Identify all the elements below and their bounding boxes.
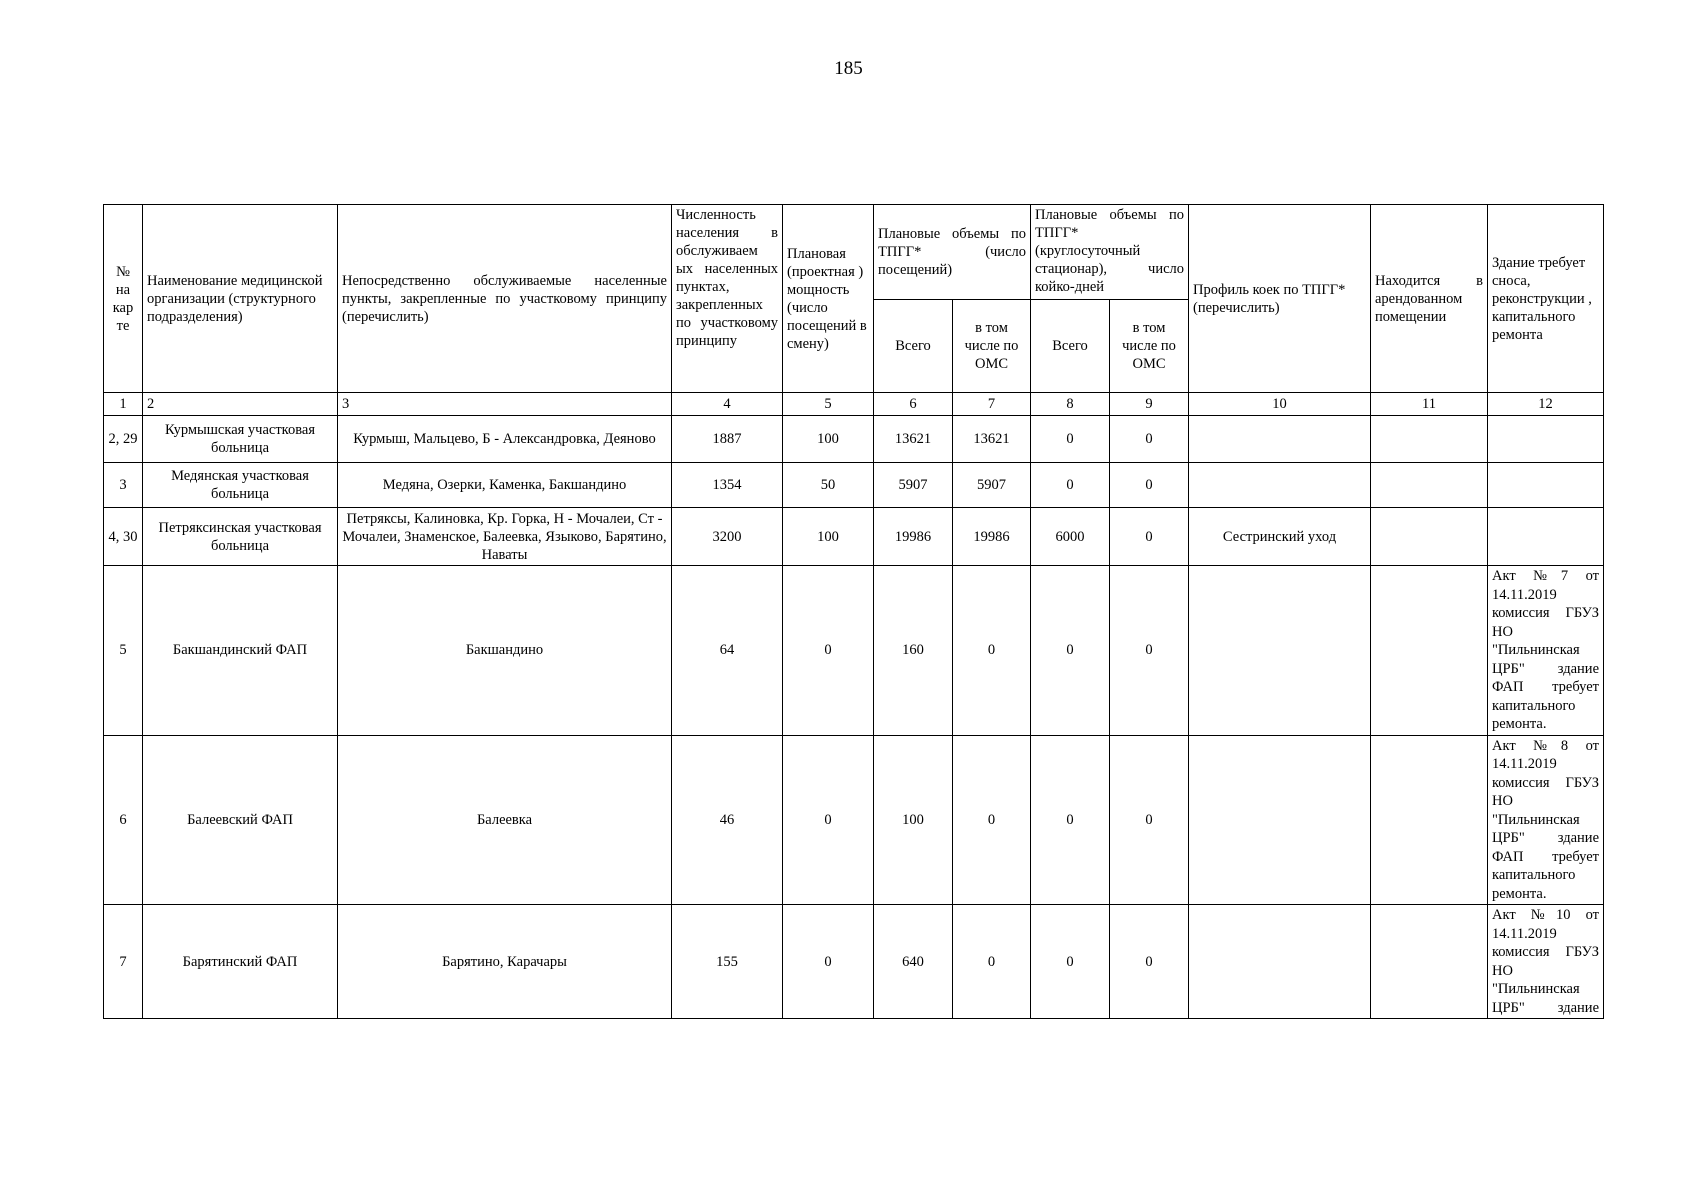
row-repair: Акт №8 от 14.11.2019 комиссия ГБУЗ НО "Пильнинская ЦРБ" здание ФАП требует капитального ремонта. (1488, 735, 1604, 905)
table-row (104, 508, 1604, 566)
column-number: 10 (1189, 393, 1371, 416)
column-number: 12 (1488, 393, 1604, 416)
row-beds-total: 6000 (1031, 508, 1110, 566)
row-bed-profile (1189, 566, 1371, 736)
row-capacity: 100 (783, 508, 874, 566)
table-row (104, 735, 1604, 905)
row-visits-total: 640 (874, 905, 953, 1019)
row-visits-total: 100 (874, 735, 953, 905)
header-beds-oms: в том числе по ОМС (1110, 300, 1189, 393)
column-number: 3 (338, 393, 672, 416)
row-rented (1371, 735, 1488, 905)
row-bed-profile (1189, 905, 1371, 1019)
row-capacity: 100 (783, 416, 874, 463)
row-map-number: 4, 30 (104, 508, 143, 566)
row-rented (1371, 905, 1488, 1019)
facilities-table (103, 204, 1604, 1019)
row-beds-total: 0 (1031, 735, 1110, 905)
row-beds-oms: 0 (1110, 905, 1189, 1019)
row-visits-total: 13621 (874, 416, 953, 463)
row-map-number: 5 (104, 566, 143, 736)
row-visits-oms: 19986 (953, 508, 1031, 566)
row-map-number: 2, 29 (104, 416, 143, 463)
header-map-number: № на кар те (104, 205, 143, 393)
row-settlements: Петряксы, Калиновка, Кр. Горка, Н - Мочалеи, Ст - Мочалеи, Знаменское, Балеевка, Языково, Барятино, Наваты (338, 508, 672, 566)
header-settlements: Непосредственно обслуживаемые населенные пункты, закрепленные по участковому принципу (перечислить) (338, 205, 672, 393)
row-repair (1488, 463, 1604, 508)
column-number: 7 (953, 393, 1031, 416)
column-number: 11 (1371, 393, 1488, 416)
page-number: 185 (834, 58, 863, 79)
row-rented (1371, 566, 1488, 736)
row-population: 46 (672, 735, 783, 905)
header-planned-visits: Плановые объемы по ТПГГ* (число посещений) (874, 205, 1031, 300)
row-map-number: 3 (104, 463, 143, 508)
row-capacity: 0 (783, 566, 874, 736)
row-capacity: 0 (783, 735, 874, 905)
row-beds-total: 0 (1031, 463, 1110, 508)
row-map-number: 6 (104, 735, 143, 905)
row-beds-total: 0 (1031, 566, 1110, 736)
header-capacity: Плановая (проектная ) мощность (число посещений в смену) (783, 205, 874, 393)
row-population: 3200 (672, 508, 783, 566)
row-beds-total: 0 (1031, 416, 1110, 463)
column-number: 2 (143, 393, 338, 416)
row-visits-total: 5907 (874, 463, 953, 508)
column-number: 8 (1031, 393, 1110, 416)
column-number-row (104, 393, 1604, 416)
header-visits-oms: в том числе по ОМС (953, 300, 1031, 393)
column-number: 4 (672, 393, 783, 416)
row-rented (1371, 463, 1488, 508)
row-population: 1887 (672, 416, 783, 463)
row-organization: Барятинский ФАП (143, 905, 338, 1019)
column-number: 6 (874, 393, 953, 416)
row-settlements: Медяна, Озерки, Каменка, Бакшандино (338, 463, 672, 508)
row-organization: Петряксинская участковая больница (143, 508, 338, 566)
header-visits-total: Всего (874, 300, 953, 393)
row-beds-oms: 0 (1110, 463, 1189, 508)
row-settlements: Курмыш, Мальцево, Б - Александровка, Деяново (338, 416, 672, 463)
table-row (104, 416, 1604, 463)
row-visits-oms: 0 (953, 905, 1031, 1019)
header-planned-bed-days: Плановые объемы по ТПГГ* (круглосуточный стационар), число койко-дней (1031, 205, 1189, 300)
row-visits-total: 160 (874, 566, 953, 736)
table-row (104, 905, 1604, 1019)
header-population: Численность населения в обслуживаем ых населенных пунктах, закрепленных по участковому принципу (672, 205, 783, 393)
row-repair: Акт №10 от 14.11.2019 комиссия ГБУЗ НО "Пильнинская ЦРБ" здание (1488, 905, 1604, 1019)
row-bed-profile (1189, 416, 1371, 463)
row-repair (1488, 508, 1604, 566)
row-population: 64 (672, 566, 783, 736)
row-bed-profile (1189, 735, 1371, 905)
column-number: 9 (1110, 393, 1189, 416)
row-settlements: Барятино, Карачары (338, 905, 672, 1019)
row-rented (1371, 508, 1488, 566)
row-visits-oms: 0 (953, 735, 1031, 905)
row-settlements: Бакшандино (338, 566, 672, 736)
header-rented: Находится в арендованном помещении (1371, 205, 1488, 393)
row-beds-oms: 0 (1110, 735, 1189, 905)
row-bed-profile (1189, 463, 1371, 508)
row-repair: Акт №7 от 14.11.2019 комиссия ГБУЗ НО "Пильнинская ЦРБ" здание ФАП требует капитального ремонта. (1488, 566, 1604, 736)
header-organization: Наименование медицинской организации (структурного подразделения) (143, 205, 338, 393)
row-visits-oms: 0 (953, 566, 1031, 736)
column-number: 5 (783, 393, 874, 416)
row-capacity: 50 (783, 463, 874, 508)
header-bed-profile: Профиль коек по ТПГГ* (перечислить) (1189, 205, 1371, 393)
row-bed-profile: Сестринский уход (1189, 508, 1371, 566)
header-beds-total: Всего (1031, 300, 1110, 393)
row-visits-total: 19986 (874, 508, 953, 566)
row-beds-oms: 0 (1110, 508, 1189, 566)
row-settlements: Балеевка (338, 735, 672, 905)
row-beds-total: 0 (1031, 905, 1110, 1019)
row-visits-oms: 5907 (953, 463, 1031, 508)
header-repair: Здание требует сноса, реконструкции , капитального ремонта (1488, 205, 1604, 393)
row-population: 155 (672, 905, 783, 1019)
table-row (104, 463, 1604, 508)
row-beds-oms: 0 (1110, 416, 1189, 463)
row-population: 1354 (672, 463, 783, 508)
row-organization: Балеевский ФАП (143, 735, 338, 905)
row-capacity: 0 (783, 905, 874, 1019)
row-organization: Бакшандинский ФАП (143, 566, 338, 736)
table-row (104, 566, 1604, 736)
row-organization: Медянская участковая больница (143, 463, 338, 508)
row-rented (1371, 416, 1488, 463)
row-repair (1488, 416, 1604, 463)
row-map-number: 7 (104, 905, 143, 1019)
header-row-1 (104, 205, 1604, 300)
row-organization: Курмышская участковая больница (143, 416, 338, 463)
column-number: 1 (104, 393, 143, 416)
row-beds-oms: 0 (1110, 566, 1189, 736)
row-visits-oms: 13621 (953, 416, 1031, 463)
